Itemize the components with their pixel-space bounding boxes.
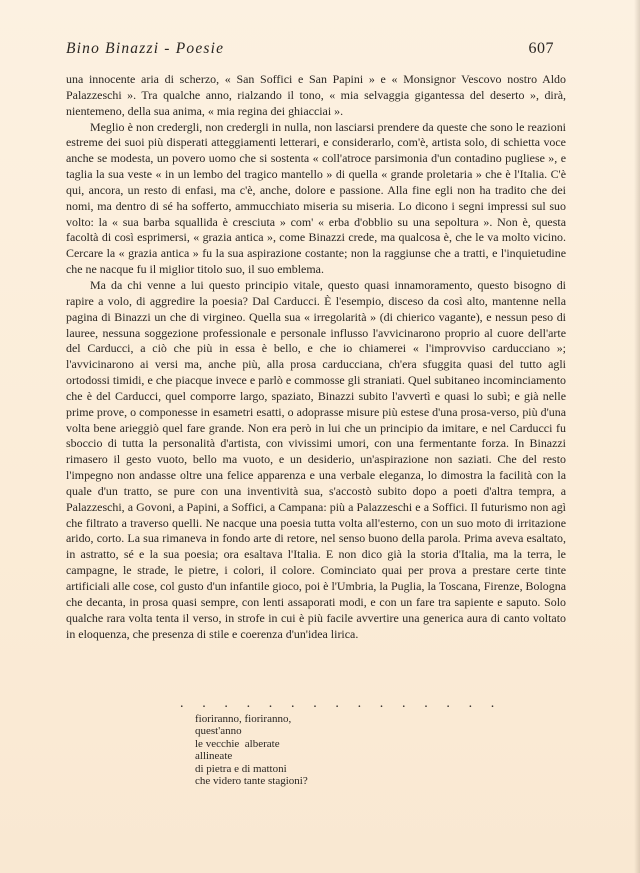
poem-line: allineate: [195, 750, 233, 763]
body-text: [66, 72, 566, 642]
running-title: Bino Binazzi - Poesie: [66, 40, 225, 57]
paragraph-3: Ma da chi venne a lui questo principio vitale, questo quasi innamoramento, questo bisogno di rapire a volo, di aggredire la poesia? Dal Carducci. È l'esempio, disceso da così alto, mantenne nella pagina di Binazzi un che di virgineo. Quella sua « irregolarità » (di chierico vagante), e nessun peso di lauree, nessuna soggezione professionale e personale influsso l'avvicinarono proprio al cuore dell'arte del Carducci, a ciò che più in essa è bello, e che io chiamerei « l'improvviso carducciano »; l'avvicinarono ai versi ma, anche più, alla prosa carducciana, ch'era sfuggita quasi del tutto agli ortodossi timidi, e che piacque invece e parlò e commosse gli straniati. Quel subitaneo incominciamento che è del Carducci, quel comporre largo, spaziato, Binazzi subito l'avvertì e quasi lo subì; e già nelle prime prove, o componesse in esametri esatti, o adoprasse misure più estese d'una prosa-verso, più d'una volta bene arieggiò quel fare grande. Non era però in lui che un principio da imitare, e nel Carducci fu sboccio di tutta la personalità d'artista, con vivissimi umori, con una fermentante forza. In Binazzi rimasero il gesto vuoto, bello ma vuoto, e un desiderio, un'aspirazione non saziati. Che del resto l'impegno non andasse oltre una felice apparenza e una verbale eleganza, lo dimostra la facilità con la quale d'un tratto, se pure con una inventività sua, s'accostò subito dopo a poeti d'altra tempra, a Palazzeschi, a Govoni, a Papini, a Soffici, a Campana: più a Palazzeschi e a Soffici. Il futurismo non agì che filtrato a traverso quelli. Ne nacque una poesia tutta volta all'esterno, con un suo moto di irritazione arido, corto. La sua rimaneva in fondo arte di retore, nel senso buono della parola. Prima aveva esaltato, in astratto, sé e la sua poesia; ora esaltava l'Italia. E non dico già la storia d'Italia, ma la terra, le campagne, le strade, le pietre, i colori, il colore. Cominciato quai per prova a prestare certe tinte artificiali alle cose, col gusto d'un infantile gioco, poi è l'Umbria, la Puglia, la Toscana, Firenze, Bologna che decanta, in prosa quasi sempre, con lenti assaporati modi, e con un fare tra sapiente e saputo. Solo qualche rara volta tenta il verso, in strofe in cui è più facile avvertire una generica aura di canto voltato in eloquenza, che presenza di stile e coerenza d'un'idea lirica.: [66, 277, 566, 641]
poem-line: che videro tante stagioni?: [195, 775, 308, 788]
page-number: 607: [528, 40, 554, 57]
page-header: [66, 40, 554, 58]
paragraph-2: Meglio è non credergli, non credergli in nulla, non lasciarsi prendere da queste che sono le reazioni estreme dei suoi più disperati atteggiamenti letterari, e considerarlo, com'è, artista solo, di schietta voce anche se modesta, un povero uomo che si sostenta « coll'atroce parsimonia d'un contadino pugliese », e taglia la sua veste « in un lembo del tragico mantello » di quella « grande proletaria » che è l'Italia. C'è qui, ancora, un resto di enfasi, ma c'è, anche, dolore e passione. Alla fine egli non ha tradito che dei nomi, ma dentro di sé ha sofferto, ammucchiato miseria su miseria. Lo dicono i segni impressi sul suo volto: la « sua barba squallida è cresciuta » com' « erba d'obblio su una sepoltura ». Non è, questa facoltà di così esprimersi, « grazia antica », come Binazzi crede, ma qualcosa è, che le va molto vicino. Cercare la « grazia antica » fu la sua aspirazione costante; non la raggiunse che a tratti, e l'inquietudine che ne nacque fu il miglior titolo suo, il suo emblema.: [66, 119, 566, 277]
poem-line: fioriranno, fioriranno,: [195, 713, 292, 725]
poem-line: le vecchie alberate: [195, 737, 280, 750]
poem-quote: [195, 713, 308, 787]
ellipsis-separator: . . . . . . . . . . . . . . .: [180, 696, 502, 711]
paragraph-1: una innocente aria di scherzo, « San Soffici e San Papini » e « Monsignor Vescovo nostro Aldo Palazzeschi ». Tra qualche anno, rialzando il tono, « mia selvaggia gigantessa del deserto », dirà, nientemeno, della sua anima, « mia regina dei ghiacciai ».: [66, 72, 566, 118]
poem-line: di pietra e di mattoni: [195, 762, 287, 775]
poem-line: quest'anno: [195, 725, 242, 738]
